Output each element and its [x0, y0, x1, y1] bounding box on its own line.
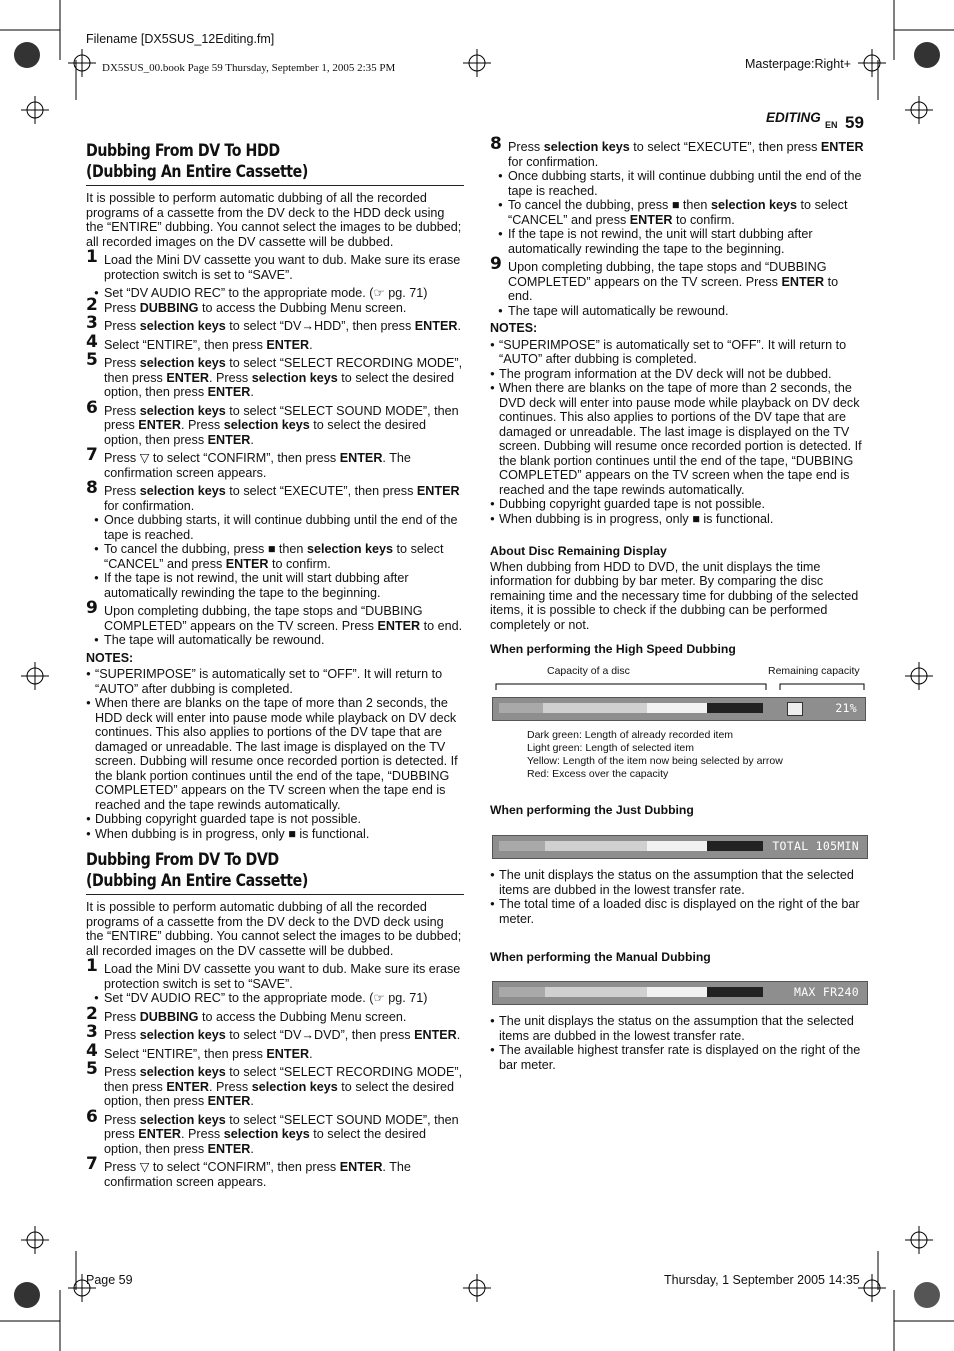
bullet: ● The tape will automatically be rewound. [490, 304, 866, 319]
note-item: ● When there are blanks on the tape of more than 2 seconds, the HDD deck will enter into pause mode while playback on DV deck continues. This also applies to portions of the DV tape that are damaged or unreadable. The last image is displayed on the TV screen. Dubbing will resume once recorded portion is detected. If the blank portion continues until the end of the tape, “DUBBING COMPLETED” appears on the TV screen when the tape end is reached and the tape rewinds automatically. [86, 696, 464, 812]
meter-yellow-segment [647, 841, 707, 851]
note-item: ● The total time of a loaded disc is displayed on the right of the bar meter. [490, 897, 866, 926]
meter-value: TOTAL 105MIN [772, 839, 859, 853]
bullet: ● If the tape is not rewind, the unit will start dubbing after automatically rewinding the tape to the beginning. [86, 571, 464, 600]
note-item: ● “SUPERIMPOSE” is automatically set to “OFF”. It will return to “AUTO” after dubbing is completed. [490, 338, 866, 367]
masterpage-label: Masterpage:Right+ [745, 57, 851, 71]
step-5: 5 Press selection keys to select “SELECT RECORDING MODE”, then press ENTER. Press selection keys to select the desired option, then press ENTER. [86, 350, 463, 399]
step-1: 1 Load the Mini DV cassette you want to dub. Make sure its erase protection switch is set to “SAVE”. [86, 247, 461, 282]
filename-label: Filename [DX5SUS_12Editing.fm] [86, 32, 275, 46]
section-title-dv-dvd: Dubbing From DV To DVD (Dubbing An Entire Cassette) [86, 850, 308, 890]
intro-paragraph: It is possible to perform automatic dubbing of all the recorded programs of a cassette from the DV deck to the DVD deck using the “ENTIRE” dubbing. You cannot select the images to be dubbed; all recorded images on the DV cassette will be dubbed. [86, 900, 462, 958]
bullet: ● If the tape is not rewind, the unit will start dubbing after automatically rewinding the tape to the beginning. [490, 227, 866, 256]
step-3: 3 Press selection keys to select “DV→HDD”, then press ENTER. [86, 313, 461, 333]
meter-red-segment [707, 703, 763, 713]
meter-yellow-segment [647, 703, 707, 713]
note-item: ● The unit displays the status on the assumption that the selected items are dubbed in the lowest transfer rate. [490, 868, 866, 897]
intro-paragraph: It is possible to perform automatic dubbing of all the recorded programs of a cassette from the DV deck to the HDD deck using the “ENTIRE” dubbing. You cannot select the images to be dubbed; all recorded images on the DV cassette will be dubbed. [86, 191, 462, 249]
step-9: 9 Upon completing dubbing, the tape stops and “DUBBING COMPLETED” appears on the TV screen. Press ENTER to end. [86, 598, 463, 633]
step-4: 4 Select “ENTIRE”, then press ENTER. [86, 331, 313, 352]
meter-value: MAX FR240 [793, 985, 859, 999]
page-number: 59 [845, 113, 864, 132]
note-item: ● “SUPERIMPOSE” is automatically set to “OFF”. It will return to “AUTO” after dubbing is completed. [86, 667, 464, 696]
meter-dark-segment [499, 703, 543, 713]
bullet: ● To cancel the dubbing, press ■ then selection keys to select “CANCEL” and press ENTER to confirm. [490, 198, 866, 227]
about-title: About Disc Remaining Display [490, 544, 667, 558]
step-2: 2 Press DUBBING to access the Dubbing Menu screen. [86, 1003, 407, 1024]
bullet: ● Set “DV AUDIO REC” to the appropriate mode. (☞ pg. 71) [86, 286, 464, 301]
meter-red-segment [707, 987, 763, 997]
high-speed-title: When performing the High Speed Dubbing [490, 642, 736, 656]
note-item: ● Dubbing copyright guarded tape is not possible. [86, 812, 464, 827]
just-dubbing-title: When performing the Just Dubbing [490, 803, 694, 817]
footer-date: Thursday, 1 September 2005 14:35 [664, 1273, 860, 1287]
about-paragraph: When dubbing from HDD to DVD, the unit displays the time information for dubbing by bar meter. By comparing the disc remaining time and the necessary time for dubbing of the selected items, it is possible to check if the dubbing can be performed completely or not. [490, 559, 859, 632]
meter-light-segment [545, 987, 647, 997]
step-8: 8 Press selection keys to select “EXECUTE”, then press ENTER for confirmation. [86, 478, 460, 513]
capacity-label: Capacity of a disc [547, 665, 630, 677]
meter-dark-segment [499, 841, 545, 851]
meter-light-segment [543, 703, 647, 713]
meter-value: 21% [835, 701, 857, 715]
book-info: DX5SUS_00.book Page 59 Thursday, September 1, 2005 2:35 PM [102, 62, 396, 74]
notes-heading: NOTES: [490, 321, 538, 335]
just-notes [490, 868, 866, 926]
notes-heading: NOTES: [86, 650, 134, 665]
step-6: 6 Press selection keys to select “SELECT SOUND MODE”, then press ENTER. Press selection keys to select the desired option, then press ENTER. [86, 1106, 459, 1156]
step-8: 8 Press selection keys to select “EXECUTE”, then press ENTER for confirmation. [490, 134, 864, 169]
meter-red-segment [707, 841, 763, 851]
step-7: 7 Press ▽ to select “CONFIRM”, then press ENTER. The confirmation screen appears. [86, 445, 411, 480]
lang-label: EN [825, 120, 838, 130]
step-1: 1 Load the Mini DV cassette you want to dub. Make sure its erase protection switch is set to “SAVE”. [86, 956, 461, 991]
remaining-label: Remaining capacity [768, 665, 860, 677]
meter-high-speed [492, 697, 866, 721]
disc-icon [787, 702, 803, 716]
step-9: 9 Upon completing dubbing, the tape stops and “DUBBING COMPLETED” appears on the TV screen. Press ENTER to end. [490, 254, 839, 303]
capacity-brackets [492, 678, 866, 692]
note-item: ● The available highest transfer rate is displayed on the right of the bar meter. [490, 1043, 866, 1072]
note-item: ● When dubbing is in progress, only ■ is functional. [86, 827, 464, 842]
legend [527, 729, 783, 781]
meter-just-dubbing [492, 835, 868, 859]
note-item: ● When there are blanks on the tape of more than 2 seconds, the DVD deck will enter into pause mode while playback on DV deck continues. This also applies to portions of the DV tape that are damaged or unreadable. The last image is displayed on the TV screen. Dubbing will resume once recorded portion is detected. If the blank portion continues until the end of the tape, “DUBBING COMPLETED” appears on the TV screen when the tape end is reached and the tape rewinds automatically. [490, 381, 866, 497]
footer-page: Page 59 [86, 1273, 133, 1287]
left-column [86, 140, 464, 1193]
step-6: 6 Press selection keys to select “SELECT SOUND MODE”, then press ENTER. Press selection keys to select the desired option, then press ENTER. [86, 397, 459, 447]
note-item: ● Dubbing copyright guarded tape is not possible. [490, 497, 866, 512]
bullet: ● Set “DV AUDIO REC” to the appropriate mode. (☞ pg. 71) [86, 991, 464, 1006]
note-item: ● The unit displays the status on the assumption that the selected items are dubbed in the lowest transfer rate. [490, 1014, 866, 1043]
legend-light: Light green: Length of selected item [527, 742, 694, 754]
meter-dark-segment [499, 987, 545, 997]
step-3: 3 Press selection keys to select “DV→DVD”, then press ENTER. [86, 1022, 461, 1042]
section-title-dv-hdd: Dubbing From DV To HDD (Dubbing An Entire Cassette) [86, 141, 308, 181]
manual-notes [490, 1014, 866, 1072]
legend-dark: Dark green: Length of already recorded item [527, 729, 734, 741]
section-label: EDITING [766, 110, 821, 125]
bullet: ● Once dubbing starts, it will continue dubbing until the end of the tape is reached. [86, 513, 464, 542]
step-7: 7 Press ▽ to select “CONFIRM”, then press ENTER. The confirmation screen appears. [86, 1154, 411, 1189]
manual-dubbing-title: When performing the Manual Dubbing [490, 950, 711, 964]
bullet: ● The tape will automatically be rewound. [86, 633, 464, 648]
bullet: ● Once dubbing starts, it will continue dubbing until the end of the tape is reached. [490, 169, 866, 198]
legend-yellow: Yellow: Length of the item now being selected by arrow [527, 755, 783, 767]
meter-manual-dubbing [492, 981, 868, 1005]
bullet: ● To cancel the dubbing, press ■ then selection keys to select “CANCEL” and press ENTER to confirm. [86, 542, 464, 571]
step-5: 5 Press selection keys to select “SELECT RECORDING MODE”, then press ENTER. Press selection keys to select the desired option, then press ENTER. [86, 1059, 463, 1108]
note-item: ● The program information at the DV deck will not be dubbed. [490, 367, 866, 382]
note-item: ● When dubbing is in progress, only ■ is functional. [490, 512, 866, 527]
meter-light-segment [545, 841, 647, 851]
step-4: 4 Select “ENTIRE”, then press ENTER. [86, 1040, 313, 1061]
meter-yellow-segment [647, 987, 707, 997]
step-2: 2 Press DUBBING to access the Dubbing Menu screen. [86, 294, 407, 315]
legend-red: Red: Excess over the capacity [527, 768, 669, 780]
right-column [490, 134, 866, 658]
